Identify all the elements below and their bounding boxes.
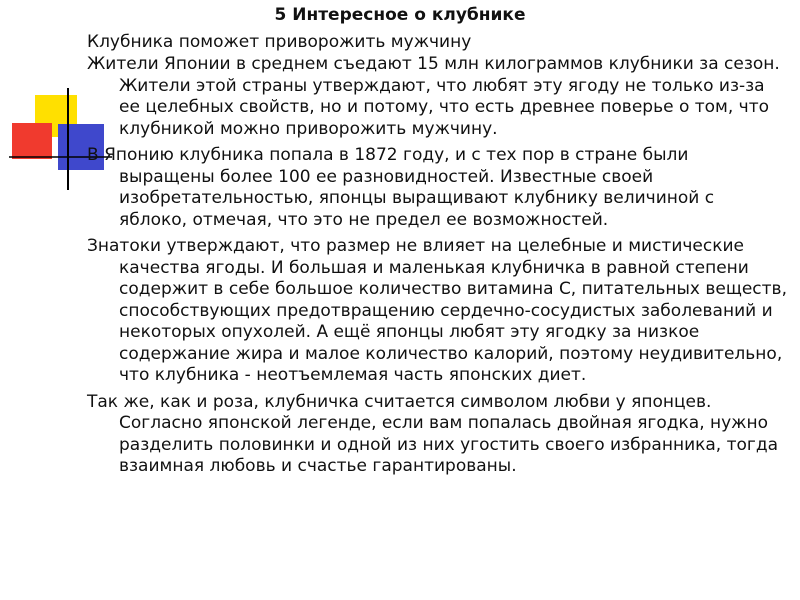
paragraph-2: В Японию клубника попала в 1872 году, и с тех пор в стране были выращены более 100 ее разновидностей. Известные своей изобретательностью, японцы выращивают клубнику величиной с яблоко, отмечая, что это не предел ее возможностей.	[87, 145, 715, 230]
paragraph-1: Жители Японии в среднем съедают 15 млн килограммов клубники за сезон. Жители этой страны утверждают, что любят эту ягоду не только из-за ее целебных свойств, но и потому, что есть древнее поверье о том, что клубникой можно приворожить мужчину.	[87, 54, 780, 139]
paragraph-4: Так же, как и роза, клубничка считается символом любви у японцев. Согласно японской легенде, если вам попалась двойная ягодка, нужно разделить половинки и одной из них угостить своего избранника, тогда взаимная любовь и счастье гарантированы.	[87, 391, 779, 476]
paragraph-3: Знатоки утверждают, что размер не влияет на целебные и мистические качества ягоды. И большая и маленькая клубничка в равной степени содержит в себе большое количество витамина С, питательных веществ, способствующих предотвращению сердечно-сосудистых заболеваний и некоторых опухолей. А ещё японцы любят эту ягодку за низкое содержание жира и малое количество калорий, поэтому неудивительно, что клубника - неотъемлемая часть японских диет.	[87, 236, 787, 385]
page-title: 5 Интересное о клубнике	[274, 5, 526, 25]
page-subtitle: Клубника поможет приворожить мужчину	[87, 32, 472, 52]
text-body	[87, 54, 787, 483]
red-square	[12, 123, 52, 159]
